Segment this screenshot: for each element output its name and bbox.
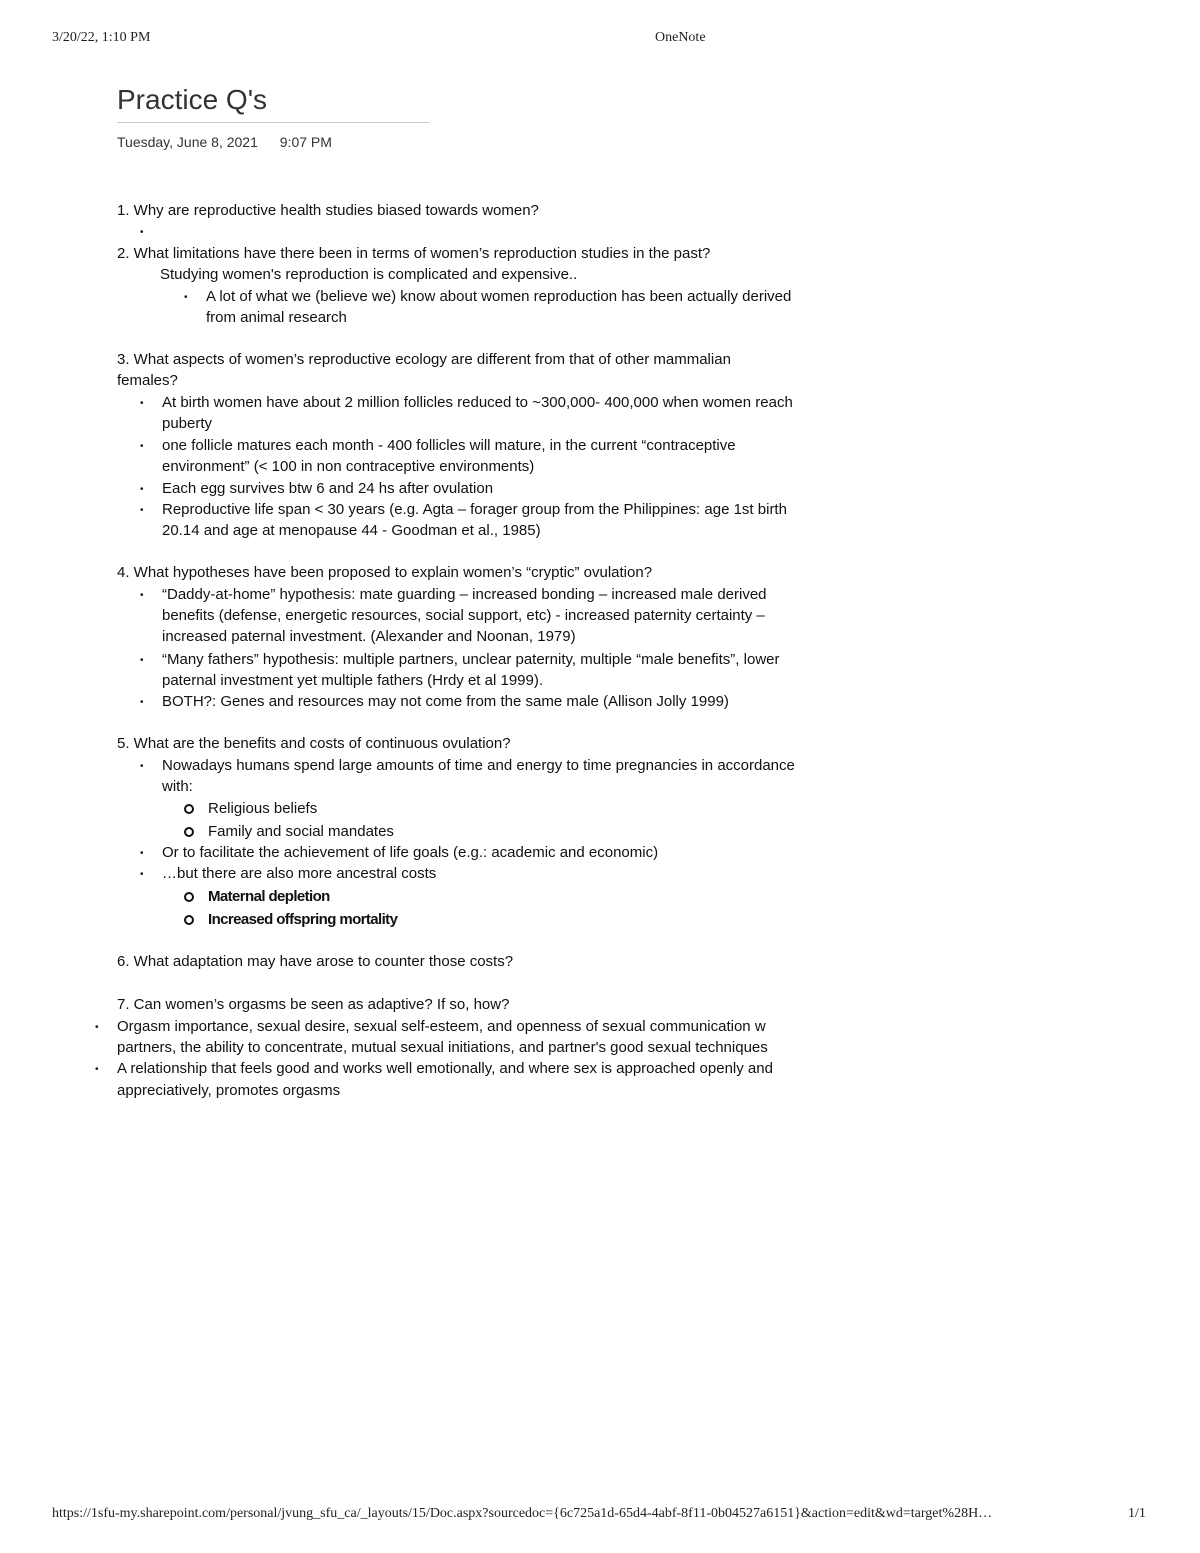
question-5: 5. What are the benefits and costs of continuous ovulation? (117, 735, 511, 752)
list-item: • At birth women have about 2 million follicles reduced to ~300,000- 400,000 when women reach (162, 392, 793, 413)
list-item-cont: paternal investment yet multiple fathers (Hrdy et al 1999). (162, 672, 544, 689)
list-item-cont: appreciatively, promotes orgasms (117, 1082, 341, 1099)
list-item: • Each egg survives btw 6 and 24 hs after ovulation (162, 478, 493, 499)
sub-list-item-bold: Increased offspring mortality (208, 909, 397, 930)
sub-list-item: Family and social mandates (208, 821, 394, 842)
print-header (0, 30, 1200, 50)
list-item: • “Daddy-at-home” hypothesis: mate guarding – increased bonding – increased male derived (162, 584, 767, 605)
question-4: 4. What hypotheses have been proposed to explain women’s “cryptic” ovulation? (117, 564, 653, 581)
list-item: • …but there are also more ancestral costs (162, 863, 436, 884)
list-item-cont: partners, the ability to concentrate, mutual sexual initiations, and partner's good sexual techniques (117, 1039, 768, 1056)
question-1: 1. Why are reproductive health studies biased towards women? (117, 202, 539, 219)
print-date: 3/20/22, 1:10 PM (52, 30, 151, 45)
page-title[interactable]: Practice Q's (117, 84, 268, 115)
list-item: • Orgasm importance, sexual desire, sexual self-esteem, and openness of sexual communication w (117, 1016, 766, 1037)
app-name: OneNote (655, 30, 706, 45)
list-item: • “Many fathers” hypothesis: multiple partners, unclear paternity, multiple “male benefits”, lower (162, 649, 779, 670)
sub-list-item-bold: Maternal depletion (208, 886, 330, 907)
list-item: • A lot of what we (believe we) know about women reproduction has been actually derived (206, 286, 791, 307)
print-footer (0, 1506, 1200, 1526)
list-item: • Reproductive life span < 30 years (e.g. Agta – forager group from the Philippines: age 1st birth (162, 499, 787, 520)
question-3: 3. What aspects of women’s reproductive ecology are different from that of other mammalian (117, 351, 731, 368)
list-item: • Nowadays humans spend large amounts of time and energy to time pregnancies in accordance (162, 755, 795, 776)
question-6: 6. What adaptation may have arose to counter those costs? (117, 953, 514, 970)
list-item: • one follicle matures each month - 400 follicles will mature, in the current “contraceptive (162, 435, 736, 456)
page-time: 9:07 PM (279, 134, 332, 150)
question-2-note: Studying women's reproduction is complicated and expensive.. (160, 266, 578, 283)
list-item: • A relationship that feels good and works well emotionally, and where sex is approached openly and (117, 1058, 773, 1079)
list-item-cont: with: (162, 778, 193, 795)
list-item-cont: puberty (162, 415, 213, 432)
page-number: 1/1 (1128, 1506, 1146, 1521)
list-item: • BOTH?: Genes and resources may not come from the same male (Allison Jolly 1999) (162, 691, 729, 712)
page-date: Tuesday, June 8, 2021 (117, 134, 258, 150)
question-3-cont: females? (117, 372, 178, 389)
question-7: 7. Can women’s orgasms be seen as adaptive? If so, how? (117, 996, 510, 1013)
list-item-cont: from animal research (206, 309, 347, 326)
list-item: • Or to facilitate the achievement of life goals (e.g.: academic and economic) (162, 842, 658, 863)
page-datetime (117, 134, 332, 150)
list-item-cont: environment” (< 100 in non contraceptive environments) (162, 458, 535, 475)
page-url: https://1sfu-my.sharepoint.com/personal/jvung_sfu_ca/_layouts/15/Doc.aspx?sourcedoc={6c725a1d-65d4-4abf-8f11-0b04527a6151}&action=edit&wd=target%28H… (52, 1506, 993, 1521)
list-item-cont: 20.14 and age at menopause 44 - Goodman et al., 1985) (162, 522, 541, 539)
question-2: 2. What limitations have there been in terms of women’s reproduction studies in the past? (117, 245, 711, 262)
list-item-cont: increased paternal investment. (Alexander and Noonan, 1979) (162, 628, 576, 645)
page-title-area (117, 82, 429, 123)
list-item-cont: benefits (defense, energetic resources, social support, etc) - increased paternity certainty – (162, 607, 765, 624)
sub-list-item: Religious beliefs (208, 798, 317, 819)
